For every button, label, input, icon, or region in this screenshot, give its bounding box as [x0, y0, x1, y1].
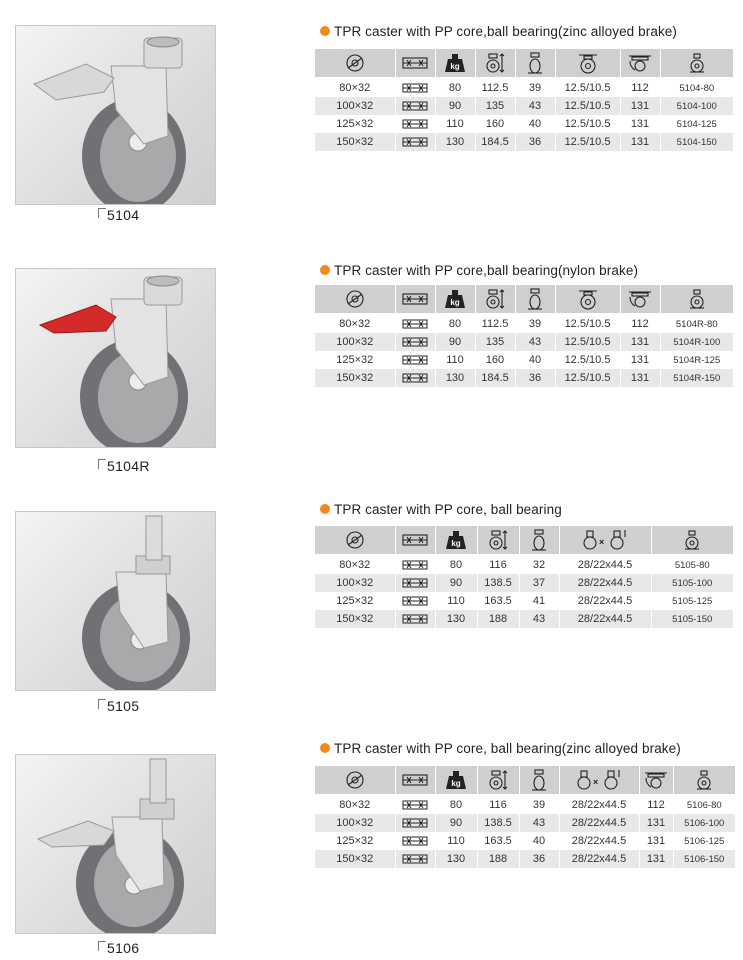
spec-cell: 188 [477, 850, 519, 868]
spec-cell: 40 [515, 115, 555, 133]
svg-text:kg: kg [451, 539, 461, 548]
caster-5106-image [16, 755, 216, 934]
spec-cell: 43 [515, 97, 555, 115]
table-row [315, 832, 735, 850]
column-header-total-height-icon [477, 526, 519, 555]
column-header-model-code-icon [651, 526, 733, 555]
spec-cell: 12.5/10.5 [555, 133, 620, 151]
product-title-5104: TPR caster with PP core,ball bearing(zinc alloyed brake) [320, 24, 677, 39]
model-code-cell: 5106-150 [673, 850, 735, 868]
spec-cell: 112.5 [475, 78, 515, 97]
model-code-cell: 5104R-80 [660, 314, 733, 333]
spec-cell: 80 [435, 795, 477, 814]
spec-table-5104 [315, 49, 733, 151]
bearing-type-icon [395, 333, 435, 351]
spec-cell: 40 [515, 351, 555, 369]
spec-cell: 131 [620, 333, 660, 351]
bearing-type-icon [395, 814, 435, 832]
spec-cell: 112 [639, 795, 673, 814]
model-code-cell: 5104-100 [660, 97, 733, 115]
column-header-swivel-radius-icon [639, 766, 673, 795]
column-header-model-code-icon [660, 285, 733, 314]
spec-cell: 160 [475, 351, 515, 369]
svg-text:kg: kg [451, 779, 461, 788]
spec-cell: 138.5 [477, 574, 519, 592]
spec-cell: 28/22x44.5 [559, 832, 639, 850]
spec-header-row [315, 285, 733, 314]
table-row [315, 555, 733, 574]
spec-cell: 28/22x44.5 [559, 850, 639, 868]
svg-text:×: × [599, 537, 605, 547]
column-header-total-height-icon [477, 766, 519, 795]
spec-cell: 39 [515, 314, 555, 333]
spec-cell: 36 [515, 133, 555, 151]
spec-cell: 135 [475, 333, 515, 351]
spec-cell: 112.5 [475, 314, 515, 333]
spec-cell: 131 [639, 850, 673, 868]
spec-cell: 37 [519, 574, 559, 592]
caster-5104-image [16, 26, 216, 205]
product-title-5106: TPR caster with PP core, ball bearing(zinc alloyed brake) [320, 741, 681, 756]
spec-cell: 40 [519, 832, 559, 850]
bearing-type-icon [395, 115, 435, 133]
model-label-5104: 5104 [98, 207, 139, 223]
spec-header-row [315, 526, 733, 555]
column-header-wheel-width-icon [519, 766, 559, 795]
caster-5104R-image [16, 269, 216, 448]
spec-cell: 184.5 [475, 369, 515, 387]
model-code-cell: 5105-100 [651, 574, 733, 592]
column-header-swivel-radius-icon [620, 49, 660, 78]
column-header-wheel-diameter-icon [315, 49, 395, 78]
spec-cell: 36 [519, 850, 559, 868]
table-row [315, 78, 733, 97]
column-header-load-kg-icon [435, 285, 475, 314]
spec-cell: 80 [435, 555, 477, 574]
table-row [315, 314, 733, 333]
svg-text:kg: kg [450, 298, 460, 307]
table-row [315, 592, 733, 610]
bullet-icon [320, 504, 330, 514]
table-row [315, 133, 733, 151]
spec-cell: 150×32 [315, 610, 395, 628]
product-photo-5104R [15, 268, 216, 448]
spec-cell: 12.5/10.5 [555, 333, 620, 351]
spec-cell: 150×32 [315, 133, 395, 151]
column-header-wheel-width-icon [515, 49, 555, 78]
column-header-wheel-width-icon [515, 285, 555, 314]
model-code-cell: 5104R-100 [660, 333, 733, 351]
table-row [315, 610, 733, 628]
table-row [315, 814, 735, 832]
spec-cell: 131 [620, 351, 660, 369]
spec-cell: 80×32 [315, 314, 395, 333]
bearing-type-icon [395, 832, 435, 850]
spec-cell: 28/22x44.5 [559, 610, 651, 628]
bearing-type-icon [395, 97, 435, 115]
spec-cell: 163.5 [477, 592, 519, 610]
bearing-type-icon [395, 133, 435, 151]
spec-cell: 130 [435, 369, 475, 387]
svg-text:kg: kg [450, 62, 460, 71]
spec-cell: 184.5 [475, 133, 515, 151]
spec-cell: 160 [475, 115, 515, 133]
spec-cell: 80×32 [315, 795, 395, 814]
spec-cell: 112 [620, 78, 660, 97]
spec-cell: 131 [620, 97, 660, 115]
bearing-type-icon [395, 610, 435, 628]
spec-cell: 110 [435, 832, 477, 850]
bearing-type-icon [395, 574, 435, 592]
spec-cell: 131 [639, 814, 673, 832]
spec-cell: 80×32 [315, 78, 395, 97]
product-title-5105: TPR caster with PP core, ball bearing [320, 502, 562, 517]
spec-cell: 130 [435, 850, 477, 868]
spec-cell: 43 [515, 333, 555, 351]
column-header-bearing-type-icon [395, 766, 435, 795]
spec-table-5105 [315, 526, 733, 628]
model-code-cell: 5104-150 [660, 133, 733, 151]
column-header-bearing-type-icon [395, 526, 435, 555]
table-row [315, 850, 735, 868]
spec-cell: 100×32 [315, 574, 395, 592]
spec-cell: 32 [519, 555, 559, 574]
spec-cell: 100×32 [315, 814, 395, 832]
model-code-cell: 5104-125 [660, 115, 733, 133]
spec-cell: 150×32 [315, 850, 395, 868]
spec-cell: 90 [435, 333, 475, 351]
product-photo-5104 [15, 25, 216, 205]
column-header-model-code-icon [673, 766, 735, 795]
spec-cell: 135 [475, 97, 515, 115]
svg-text:×: × [593, 777, 599, 787]
column-header-load-kg-icon [435, 49, 475, 78]
spec-cell: 39 [515, 78, 555, 97]
bullet-icon [320, 743, 330, 753]
spec-cell: 28/22x44.5 [559, 795, 639, 814]
spec-cell: 43 [519, 814, 559, 832]
product-photo-5106 [15, 754, 216, 934]
spec-cell: 12.5/10.5 [555, 78, 620, 97]
model-label-5104R: 5104R [98, 458, 150, 474]
model-code-cell: 5106-100 [673, 814, 735, 832]
spec-cell: 12.5/10.5 [555, 369, 620, 387]
column-header-wheel-diameter-icon [315, 766, 395, 795]
spec-cell: 131 [620, 133, 660, 151]
spec-cell: 28/22x44.5 [559, 555, 651, 574]
column-header-wheel-diameter-icon [315, 285, 395, 314]
column-header-total-height-icon [475, 49, 515, 78]
spec-cell: 110 [435, 115, 475, 133]
spec-cell: 116 [477, 795, 519, 814]
column-header-wheel-diameter-icon [315, 526, 395, 555]
model-label-5105: 5105 [98, 698, 139, 714]
spec-cell: 131 [620, 369, 660, 387]
spec-cell: 130 [435, 133, 475, 151]
spec-table-5104R [315, 285, 733, 387]
spec-cell: 12.5/10.5 [555, 97, 620, 115]
spec-table-5106 [315, 766, 735, 868]
bearing-type-icon [395, 78, 435, 97]
model-label-5106: 5106 [98, 940, 139, 956]
spec-cell: 90 [435, 814, 477, 832]
spec-cell: 90 [435, 574, 477, 592]
spec-header-row [315, 49, 733, 78]
caster-5105-image [16, 512, 216, 691]
spec-cell: 12.5/10.5 [555, 351, 620, 369]
model-code-cell: 5105-150 [651, 610, 733, 628]
table-row [315, 115, 733, 133]
model-code-cell: 5106-125 [673, 832, 735, 850]
model-code-cell: 5105-80 [651, 555, 733, 574]
table-row [315, 369, 733, 387]
bearing-type-icon [395, 351, 435, 369]
spec-cell: 28/22x44.5 [559, 814, 639, 832]
table-row [315, 351, 733, 369]
spec-cell: 163.5 [477, 832, 519, 850]
column-header-swivel-radius-icon [620, 285, 660, 314]
spec-cell: 12.5/10.5 [555, 115, 620, 133]
bullet-icon [320, 26, 330, 36]
column-header-total-height-icon [475, 285, 515, 314]
spec-header-row [315, 766, 735, 795]
table-row [315, 574, 733, 592]
spec-cell: 100×32 [315, 97, 395, 115]
spec-cell: 125×32 [315, 832, 395, 850]
column-header-load-kg-icon [435, 526, 477, 555]
spec-cell: 125×32 [315, 351, 395, 369]
spec-cell: 131 [620, 115, 660, 133]
spec-cell: 188 [477, 610, 519, 628]
spec-cell: 90 [435, 97, 475, 115]
spec-cell: 150×32 [315, 369, 395, 387]
table-row [315, 795, 735, 814]
bearing-type-icon [395, 555, 435, 574]
spec-cell: 43 [519, 610, 559, 628]
spec-cell: 80 [435, 78, 475, 97]
spec-cell: 110 [435, 592, 477, 610]
brake-pedal [40, 305, 116, 333]
spec-cell: 125×32 [315, 115, 395, 133]
column-header-bearing-type-icon [395, 49, 435, 78]
table-row [315, 333, 733, 351]
model-code-cell: 5106-80 [673, 795, 735, 814]
bearing-type-icon [395, 592, 435, 610]
bearing-type-icon [395, 369, 435, 387]
product-title-5104R: TPR caster with PP core,ball bearing(nylon brake) [320, 263, 638, 278]
column-header-plate-size-icon [555, 49, 620, 78]
column-header-wheel-width-icon [519, 526, 559, 555]
spec-cell: 116 [477, 555, 519, 574]
spec-cell: 110 [435, 351, 475, 369]
spec-cell: 12.5/10.5 [555, 314, 620, 333]
spec-cell: 112 [620, 314, 660, 333]
bearing-type-icon [395, 795, 435, 814]
model-code-cell: 5104R-125 [660, 351, 733, 369]
spec-cell: 80 [435, 314, 475, 333]
bearing-type-icon [395, 850, 435, 868]
column-header-model-code-icon [660, 49, 733, 78]
column-header-stem-size-icon [559, 766, 639, 795]
column-header-load-kg-icon [435, 766, 477, 795]
spec-cell: 130 [435, 610, 477, 628]
model-code-cell: 5105-125 [651, 592, 733, 610]
model-code-cell: 5104-80 [660, 78, 733, 97]
spec-cell: 39 [519, 795, 559, 814]
brake-pedal [34, 64, 114, 100]
brake-pedal [38, 821, 114, 847]
table-row [315, 97, 733, 115]
column-header-stem-size-icon [559, 526, 651, 555]
column-header-plate-size-icon [555, 285, 620, 314]
spec-cell: 125×32 [315, 592, 395, 610]
bearing-type-icon [395, 314, 435, 333]
spec-cell: 36 [515, 369, 555, 387]
product-photo-5105 [15, 511, 216, 691]
spec-cell: 41 [519, 592, 559, 610]
bullet-icon [320, 265, 330, 275]
spec-cell: 131 [639, 832, 673, 850]
spec-cell: 138.5 [477, 814, 519, 832]
spec-cell: 28/22x44.5 [559, 574, 651, 592]
model-code-cell: 5104R-150 [660, 369, 733, 387]
spec-cell: 100×32 [315, 333, 395, 351]
column-header-bearing-type-icon [395, 285, 435, 314]
spec-cell: 28/22x44.5 [559, 592, 651, 610]
spec-cell: 80×32 [315, 555, 395, 574]
